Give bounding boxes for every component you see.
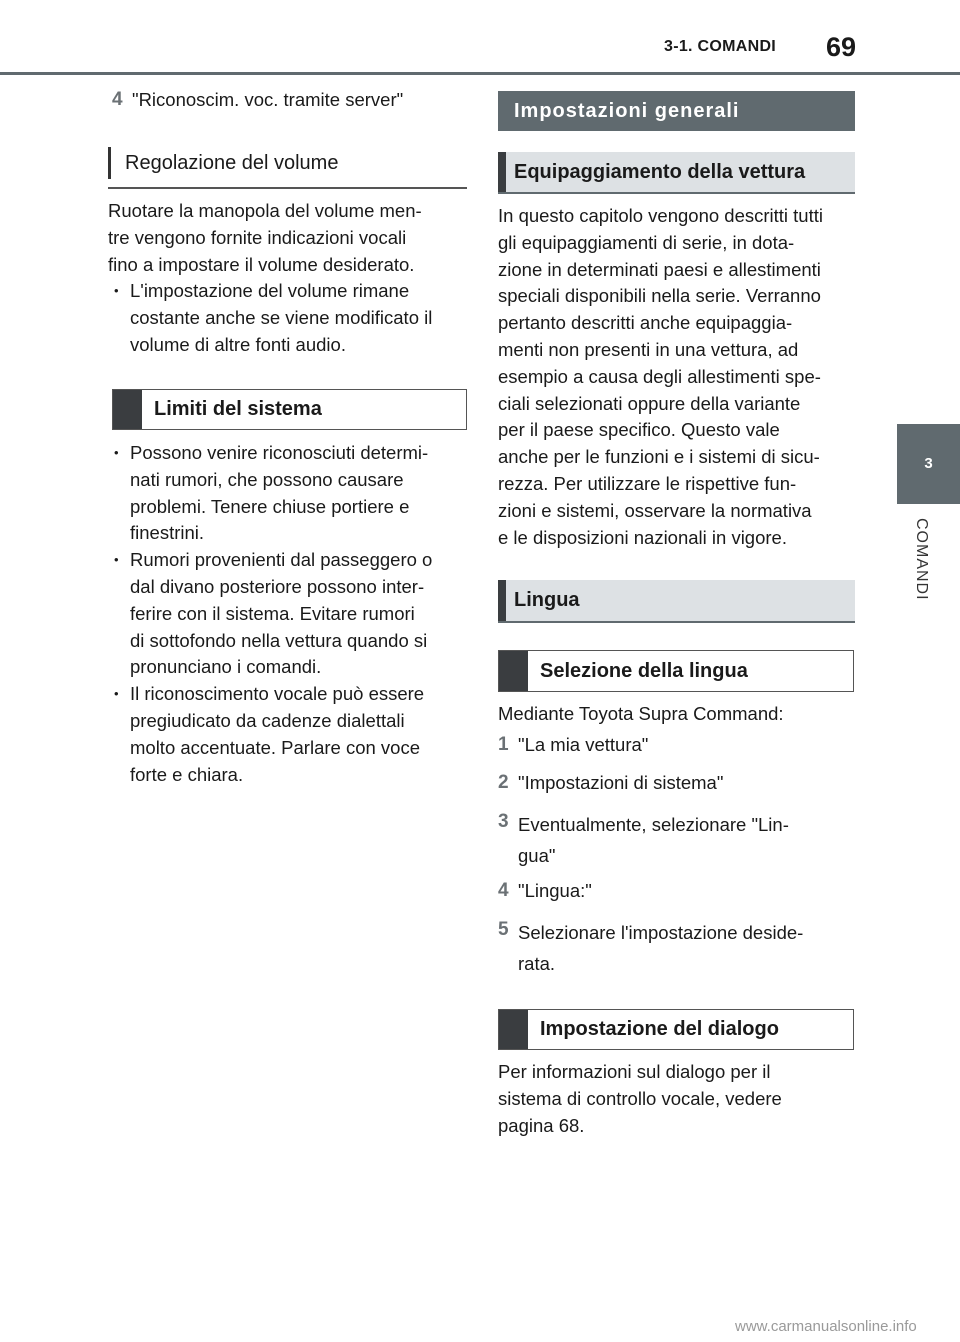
dialog-line: pagina 68. — [498, 1114, 585, 1136]
step-text: "Impostazioni di sistema" — [518, 772, 724, 793]
volume-heading: Regolazione del volume — [108, 147, 465, 179]
limits-heading — [112, 389, 467, 430]
volume-heading-rule — [108, 187, 467, 189]
equipment-line: In questo capitolo vengono descritti tutti — [498, 205, 823, 226]
volume-bullet: • L'impostazione del volume rimane costante anche se viene modificato il volume di altre fonti audio. — [108, 278, 470, 358]
step-number: 4 — [112, 89, 123, 110]
limits-list — [108, 440, 472, 788]
volume-line: Ruotare la manopola del volume men- — [108, 200, 422, 221]
equipment-line: speciali disponibili nella serie. Verranno — [498, 285, 821, 307]
volume-line: fino a impostare il volume desiderato. — [108, 253, 415, 275]
dialog-text — [498, 1059, 858, 1139]
step-text: "Riconoscim. voc. tramite server" — [132, 89, 404, 110]
step-4-server — [112, 87, 472, 114]
language-intro: Mediante Toyota Supra Command: — [498, 703, 784, 724]
language-step — [498, 732, 858, 759]
step-text: Selezionare l'impostazione deside- rata. — [518, 922, 804, 974]
equipment-line: per il paese specifico. Questo vale — [498, 419, 780, 441]
equipment-line: menti non presenti in una vettura, ad — [498, 338, 799, 360]
volume-line: tre vengono fornite indicazioni vocali — [108, 226, 407, 248]
heading-marker — [499, 651, 528, 691]
equipment-heading-label: Equipaggiamento della vettura — [514, 160, 806, 183]
step-number: 3 — [498, 811, 509, 832]
general-settings-heading: Impostazioni generali — [498, 91, 855, 131]
language-step — [498, 878, 858, 905]
step-number: 5 — [498, 919, 509, 940]
equipment-line: gli equipaggiamenti di serie, in dota- — [498, 231, 795, 253]
dialog-line: Per informazioni sul dialogo per il — [498, 1061, 771, 1082]
language-step — [498, 770, 858, 797]
heading-marker — [499, 1010, 528, 1049]
equipment-line: e le disposizioni nazionali in vigore. — [498, 526, 787, 548]
limits-bullet: • Rumori provenienti dal passeggero o dal divano posteriore possono inter- ferire con il sistema. Evitare rumori di sottofondo nella vettura quando si pronunciano i comandi. — [108, 547, 472, 681]
dialog-heading-label: Impostazione del dialogo — [540, 1018, 779, 1040]
chapter-tab: 3 — [897, 424, 960, 504]
heading-marker — [498, 152, 506, 192]
language-select-heading-label: Selezione della lingua — [540, 659, 748, 682]
step-number: 2 — [498, 772, 509, 793]
language-select-heading — [498, 650, 854, 692]
dialog-heading — [498, 1009, 854, 1050]
volume-section — [108, 198, 470, 359]
step-number: 1 — [498, 734, 509, 755]
section-title: 3-1. COMANDI — [664, 38, 777, 55]
equipment-line: zioni e sistemi, osservare la normativa — [498, 499, 812, 521]
watermark: www.carmanualsonline.info — [735, 1318, 917, 1335]
heading-marker — [113, 390, 142, 429]
limits-heading-label: Limiti del sistema — [154, 398, 322, 420]
language-heading-label: Lingua — [514, 589, 580, 611]
step-text: "Lingua:" — [518, 880, 592, 901]
limits-bullet: • Possono venire riconosciuti determi- nati rumori, che possono causare problemi. Tenere chiuse portiere e finestrini. — [108, 440, 472, 547]
equipment-heading — [498, 152, 855, 194]
equipment-line: rezza. Per utilizzare le rispettive fun- — [498, 472, 797, 494]
step-text: Eventualmente, selezionare "Lin- gua" — [518, 814, 789, 866]
language-step — [498, 917, 858, 979]
equipment-line: esempio a causa degli allestimenti spe- — [498, 365, 821, 387]
limits-bullet: • Il riconoscimento vocale può essere pregiudicato da cadenze dialettali molto accentuate. Parlare con voce forte e chiara. — [108, 681, 472, 788]
dialog-line: sistema di controllo vocale, vedere — [498, 1087, 782, 1109]
equipment-text — [498, 203, 858, 551]
equipment-line: ciali selezionati oppure della variante — [498, 392, 801, 414]
header-rule — [0, 72, 960, 75]
equipment-line: anche per le funzioni e i sistemi di sicu- — [498, 446, 820, 468]
equipment-line: pertanto descritti anche equipaggia- — [498, 312, 793, 334]
equipment-line: zione in determinati paesi e allestimenti — [498, 258, 821, 280]
heading-marker — [498, 580, 506, 621]
language-heading — [498, 580, 855, 623]
chapter-label: COMANDI — [913, 518, 930, 601]
page-number: 69 — [826, 32, 857, 62]
step-text: "La mia vettura" — [518, 734, 649, 755]
language-step — [498, 809, 858, 871]
step-number: 4 — [498, 880, 509, 901]
